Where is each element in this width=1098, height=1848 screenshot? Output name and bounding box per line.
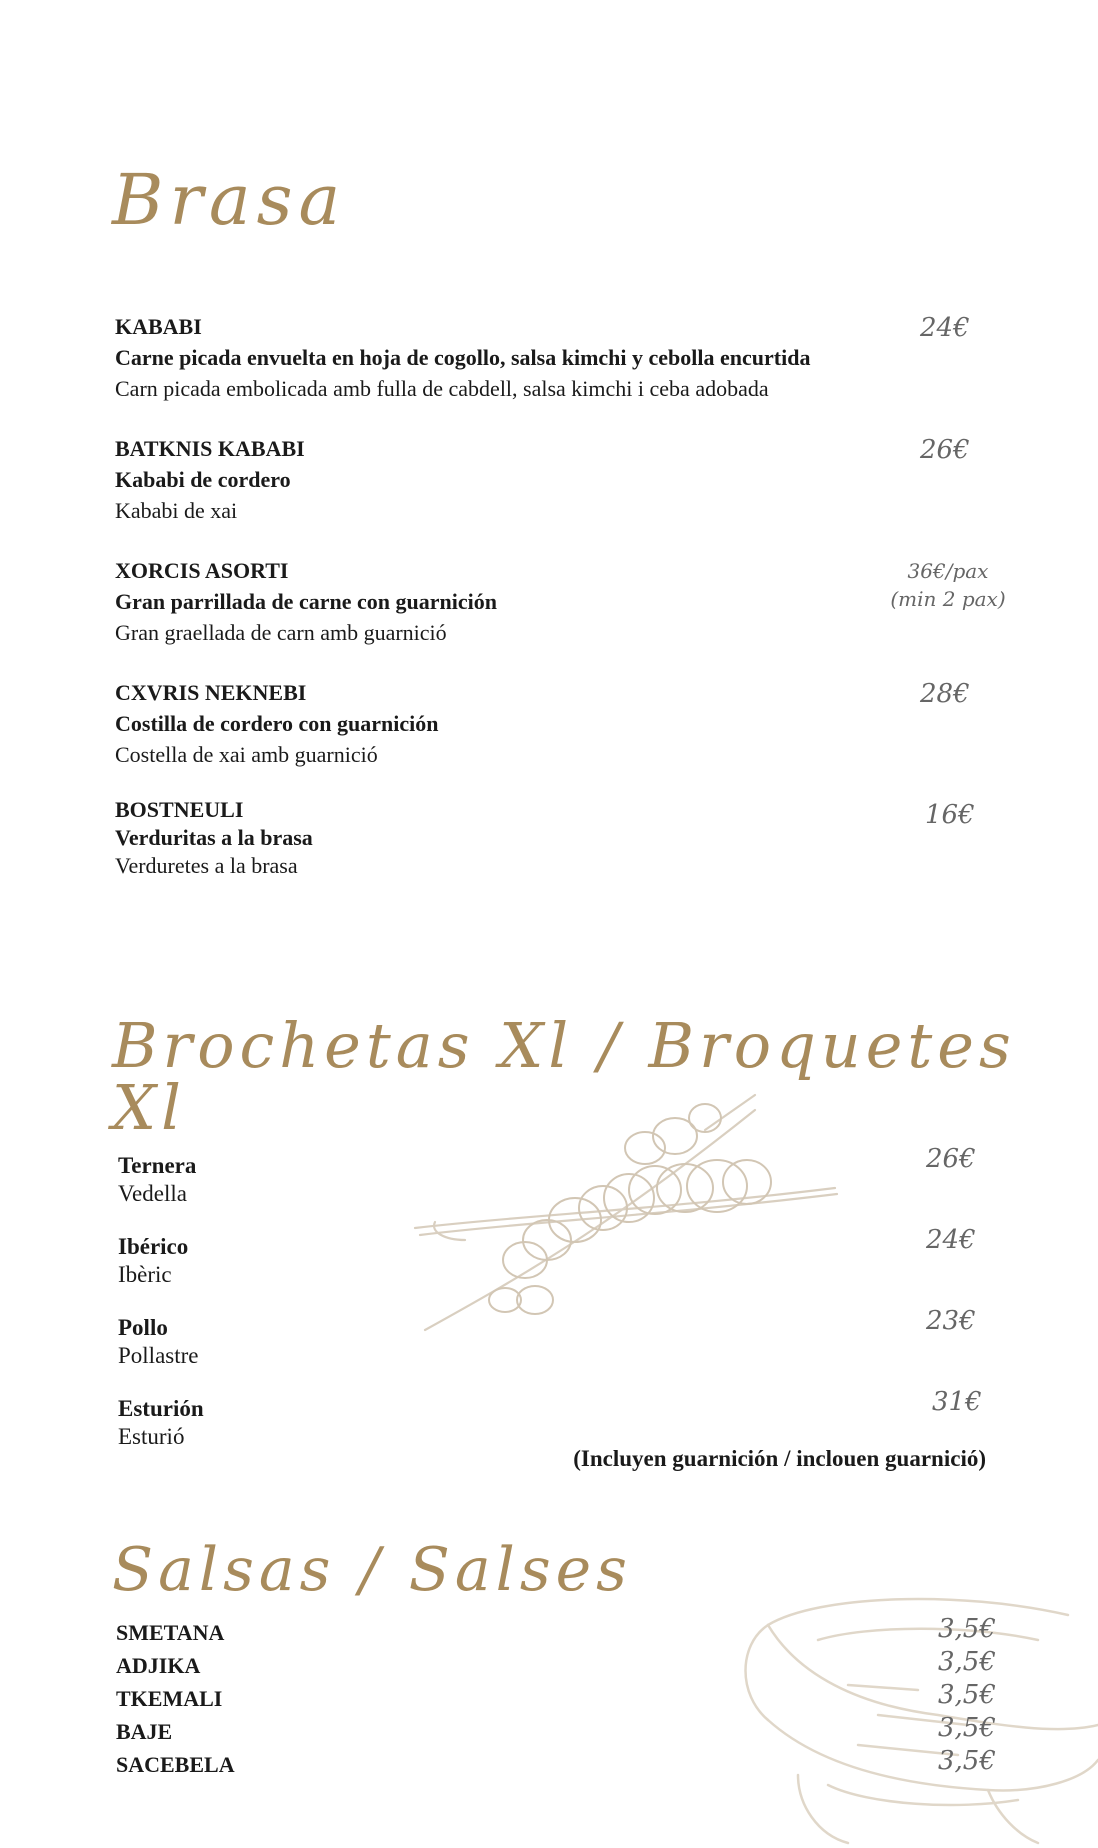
sauce-price: 3,5€: [938, 1713, 996, 1743]
item-price: [888, 557, 1008, 613]
item-price: 24€: [920, 313, 970, 343]
item-name-es: Pollo: [118, 1315, 168, 1340]
brocheta-pollo: [118, 1314, 199, 1370]
item-price: 24€: [926, 1225, 976, 1255]
skewer-sketch-icon: [405, 1090, 865, 1350]
sauce-tkemali: TKEMALI: [116, 1686, 223, 1711]
sauce-price: 3,5€: [938, 1614, 996, 1644]
item-desc-ca: Verduretes a la brasa: [115, 853, 298, 878]
item-price: 31€: [932, 1387, 982, 1417]
menu-item-cxvris-neknebi: [115, 677, 438, 770]
item-price: 16€: [925, 800, 975, 830]
price-note: (min 2 pax): [890, 587, 1006, 611]
brocheta-iberico: [118, 1233, 188, 1289]
item-price: 28€: [920, 679, 970, 709]
item-name: KABABI: [115, 314, 202, 339]
item-desc-ca: Costella de xai amb guarnició: [115, 742, 378, 767]
sauce-price: 3,5€: [938, 1647, 996, 1677]
item-name-ca: Esturió: [118, 1424, 185, 1449]
brocheta-ternera: [118, 1152, 196, 1208]
sauce-smetana: SMETANA: [116, 1620, 225, 1645]
garnish-note: (Incluyen guarnición / inclouen guarnició): [573, 1446, 986, 1471]
item-desc-es: Gran parrillada de carne con guarnición: [115, 589, 497, 614]
item-name-es: Ibérico: [118, 1234, 189, 1259]
menu-item-batknis-kababi: [115, 433, 305, 526]
menu-item-xorcis-asorti: [115, 555, 497, 648]
menu-item-bostneuli: [115, 796, 313, 880]
item-desc-ca: Gran graellada de carn amb guarnició: [115, 620, 447, 645]
item-price: 23€: [926, 1306, 976, 1336]
item-desc-es: Kababi de cordero: [115, 467, 291, 492]
item-desc-es: Verduritas a la brasa: [115, 825, 313, 850]
sauce-baje: BAJE: [116, 1719, 173, 1744]
item-desc-es: Costilla de cordero con guarnición: [115, 711, 439, 736]
item-price: 26€: [920, 435, 970, 465]
item-name-ca: Pollastre: [118, 1343, 199, 1368]
section-title-brochetas: Brochetas Xl / Broquetes Xl: [112, 1009, 1016, 1144]
item-name: BOSTNEULI: [115, 797, 244, 822]
item-price: 26€: [926, 1144, 976, 1174]
item-desc-ca: Kababi de xai: [115, 498, 238, 523]
price-value: 36€/pax: [907, 559, 989, 583]
item-name-ca: Ibèric: [118, 1262, 172, 1287]
item-name-es: Esturión: [118, 1396, 204, 1421]
menu-item-kababi: [115, 311, 810, 404]
section-title-salsas: Salsas / Salses: [112, 1535, 632, 1605]
item-name: XORCIS ASORTI: [115, 558, 289, 583]
item-name: BATKNIS KABABI: [115, 436, 305, 461]
brocheta-esturion: [118, 1395, 204, 1451]
sauce-boat-sketch-icon: [738, 1585, 1098, 1845]
section-title-brasa: Brasa: [112, 159, 347, 241]
item-desc-ca: Carn picada embolicada amb fulla de cabdell, salsa kimchi i ceba adobada: [115, 376, 769, 401]
item-name: CXVRIS NEKNEBI: [115, 680, 307, 705]
sauce-price: 3,5€: [938, 1746, 996, 1776]
sauce-price: 3,5€: [938, 1680, 996, 1710]
item-desc-es: Carne picada envuelta en hoja de cogollo, salsa kimchi y cebolla encurtida: [115, 345, 811, 370]
item-name-ca: Vedella: [118, 1181, 187, 1206]
item-name-es: Ternera: [118, 1153, 197, 1178]
sauce-sacebela: SACEBELA: [116, 1752, 235, 1777]
sauce-adjika: ADJIKA: [116, 1653, 201, 1678]
